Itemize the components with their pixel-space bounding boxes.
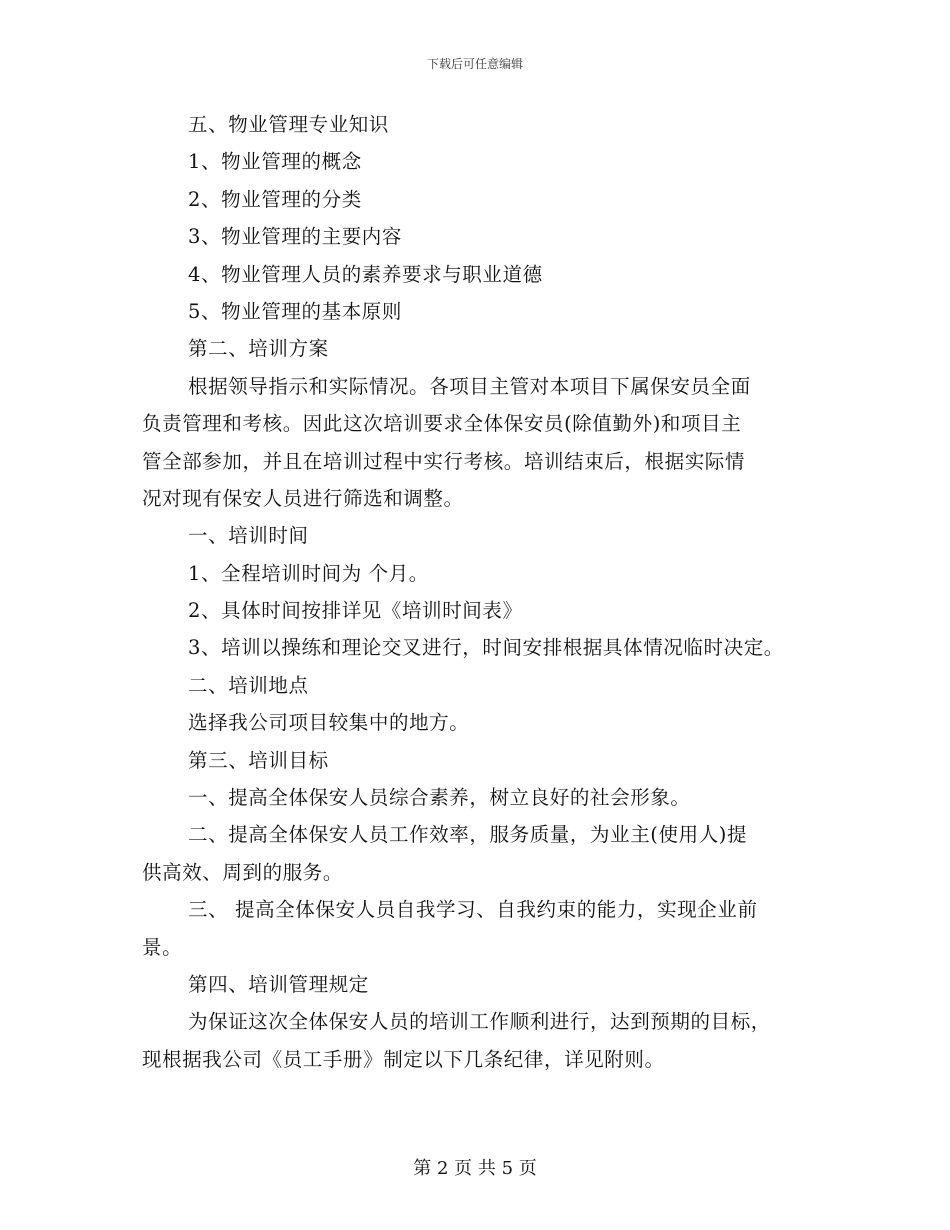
section-heading: 五、物业管理专业知识 — [188, 113, 390, 136]
list-item: 2、物业管理的分类 — [188, 187, 362, 211]
section-heading: 第三、培训目标 — [188, 748, 329, 772]
document-body — [142, 106, 832, 1078]
paragraph-line: 管全部参加，并且在培训过程中实行考核。培训结束后，根据实际情 — [142, 449, 746, 473]
list-item: 3、培训以操练和理论交叉进行，时间安排根据具体情况临时决定。 — [188, 636, 784, 660]
list-item: 4、物业管理人员的素养要求与职业道德 — [188, 262, 543, 286]
section-heading: 第四、培训管理规定 — [188, 972, 369, 996]
list-item: 3、物业管理的主要内容 — [188, 225, 403, 249]
subsection-heading: 二、培训地点 — [188, 673, 309, 697]
section-heading: 第二、培训方案 — [188, 337, 329, 361]
list-item: 1、全程培训时间为 个月。 — [188, 561, 429, 585]
paragraph-line: 现根据我公司《员工手册》制定以下几条纪律，详见附则。 — [142, 1047, 665, 1071]
list-item: 一、提高全体保安人员综合素养，树立良好的社会形象。 — [188, 786, 691, 810]
list-item: 1、物业管理的概念 — [188, 150, 362, 174]
list-item: 5、物业管理的基本原则 — [188, 299, 403, 323]
page-header: 下载后可任意编辑 — [426, 57, 523, 71]
paragraph-line: 选择我公司项目较集中的地方。 — [188, 711, 470, 735]
paragraph-line: 为保证这次全体保安人员的培训工作顺利进行，达到预期的目标， — [188, 1010, 771, 1034]
paragraph-line: 负责管理和考核。因此这次培训要求全体保安员(除值勤外)和项目主 — [142, 412, 742, 436]
list-item: 2、具体时间按排详见《培训时间表》 — [188, 599, 523, 623]
subsection-heading: 一、培训时间 — [188, 524, 309, 548]
list-item: 二、提高全体保安人员工作效率，服务质量，为业主(使用人)提 — [188, 823, 748, 847]
paragraph-line: 根据领导指示和实际情况。各项目主管对本项目下属保安员全面 — [188, 374, 751, 398]
page-number: 第 2 页 共 5 页 — [413, 1158, 537, 1179]
paragraph-line: 况对现有保安人员进行筛选和调整。 — [142, 486, 464, 510]
list-item: 三、 提高全体保安人员自我学习、自我约束的能力，实现企业前 — [188, 898, 758, 922]
paragraph-line: 供高效、周到的服务。 — [142, 860, 344, 884]
paragraph-line: 景。 — [142, 935, 183, 959]
